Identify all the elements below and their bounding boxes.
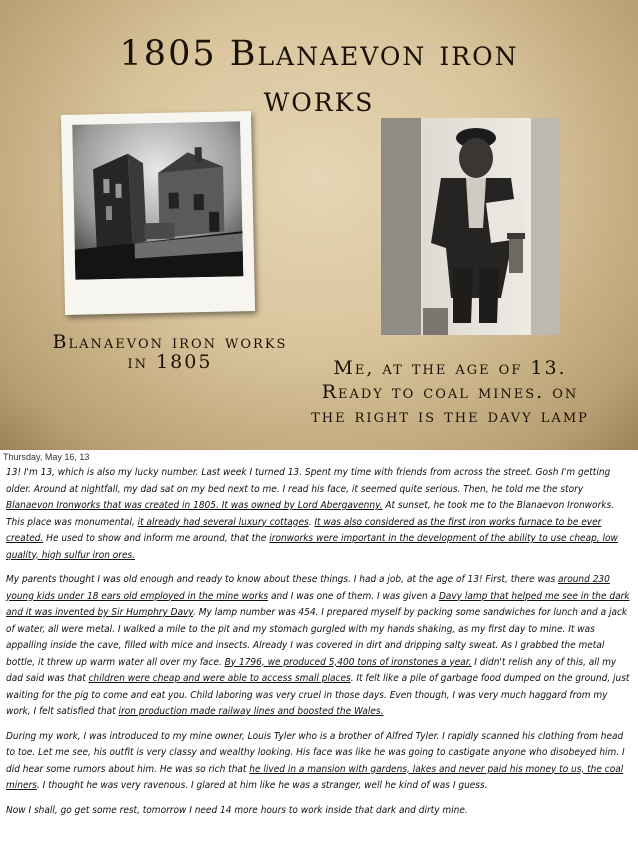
text-run: My parents thought I was old enough and ready to know about these things. I had a job, at the age of 13! First, there was: [6, 574, 558, 585]
ironworks-photo-frame: [61, 111, 255, 315]
text-run: . I thought he was very ravenous. I glared at him like he was a stranger, well he kind of was I guess.: [36, 780, 488, 791]
text-run: Now I shall, go get some rest, tomorrow I need 14 more hours to work inside that dark and dirty mine.: [6, 804, 468, 816]
underlined-text: ironworks were important in the development of the ability to use cheap, low quality, high sulfur iron ores.: [6, 533, 618, 561]
text-run: During my work, I was introduced to my mine owner, Louis Tyler who is a brother of Alfred Tyler. I rapidly scanned his clothing from head to toe. Let me see, his outfit is very classy and wealthy looking. His face was like he was going to castigate anyone who disobeyed him. I did hear some rumors about him. He was so rich that: [6, 730, 625, 775]
underlined-text: Davy lamp that helped me see in the dark and it was invented by Sir Humphry Davy: [6, 590, 630, 618]
text-run: .: [308, 516, 315, 528]
underlined-text: By 1796, we produced 5,400 tons of ironstones a year.: [224, 656, 472, 668]
text-run: He used to show and inform me around, that the: [43, 533, 270, 544]
text-run: At sunset, he took me to the Blanaevon Ironworks. This place was monumental,: [6, 500, 614, 528]
text-run: 13! I'm 13, which is also my lucky number. Last week I turned 13. Spent my time with friends from across the street. Gosh I'm getting older. Around at nightfall, my dad sat on my bed next to me. I read his face, it seemed quite serious. Then, he told me the story: [6, 467, 611, 495]
slide-title-line1: 1805 Blanaevon iron: [119, 34, 519, 74]
caption-left-line1: Blanaevon iron works: [52, 331, 288, 353]
paragraph-1: [6, 465, 631, 564]
paragraph-3: [6, 729, 631, 795]
underlined-text: It was also considered as the first iron works furnace to be ever created.: [6, 516, 602, 544]
ironworks-photo: [72, 121, 243, 279]
caption-right-line2: Ready to coal mines. on: [321, 381, 579, 403]
paragraph-2: [6, 572, 631, 721]
underlined-text: Blanaevon Ironworks that was created in 1805. It was owned by Lord Abergavenny.: [6, 500, 383, 511]
text-run: and I was one of them. I was given a: [268, 590, 439, 602]
date-stamp: Thursday, May 16, 13: [3, 452, 90, 462]
caption-right-line1: Me, at the age of 13.: [333, 357, 567, 379]
text-run: . My lamp number was 454. I prepared myself by packing some sandwiches for lunch and a jack of water, all were metal. I walked a mile to the pit and my stomach gurgled with my hands shaking, as my first day to mine. It was appalling inside the cave, filled with mice and insects. Already I was covered in dirt and dripping salty sweat. As I grabbed the metal bottle, it threw up warm water all over my face.: [6, 607, 628, 668]
underlined-text: it already had several luxury cottages: [137, 516, 309, 528]
underlined-text: he lived in a mansion with gardens, lakes and never paid his money to us, the coal miners: [6, 763, 624, 791]
text-run: I didn't relish any of this, all my dad said was that: [6, 656, 617, 684]
underlined-text: around 230 young kids under 18 ears old employed in the mine works: [6, 574, 610, 602]
slide-title-line2: works: [263, 80, 375, 120]
caption-left-line2: in 1805: [127, 351, 213, 373]
caption-right-line3: the right is the davy lamp: [311, 405, 589, 427]
journal-body: [6, 465, 631, 827]
text-run: . It felt like a pile of garbage food dumped on the ground, just waiting for the pig to come and eat you. Child laboring was very cruel in those days. Even though, I was very much haggard from my work, I felt satisfied that: [6, 673, 630, 717]
paragraph-4: [6, 803, 631, 820]
underlined-text: children were cheap and were able to access small places: [88, 673, 351, 684]
boy-with-davy-lamp-photo: [381, 118, 560, 335]
underlined-text: iron production made railway lines and boosted the Wales.: [118, 706, 384, 717]
